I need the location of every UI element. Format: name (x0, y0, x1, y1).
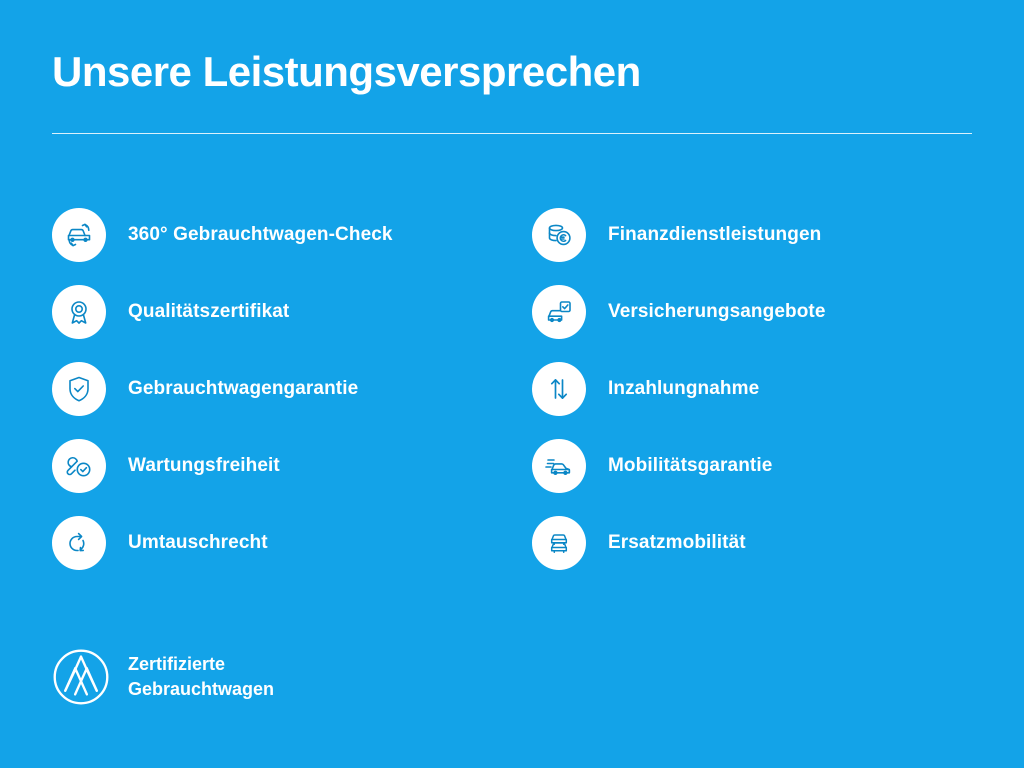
footer-brand (52, 648, 274, 706)
two-cars-icon (532, 516, 586, 570)
benefit-label: 360° Gebrauchtwagen-Check (128, 223, 393, 245)
list-item (532, 196, 972, 273)
exchange-arrows-icon (52, 516, 106, 570)
shield-check-icon (52, 362, 106, 416)
page-title: Unsere Leistungsversprechen (52, 48, 641, 95)
list-item (532, 504, 972, 581)
list-item (52, 504, 512, 581)
benefits-column-right (512, 196, 972, 581)
footer-line-1: Zertifizierte (128, 654, 226, 674)
list-item (532, 350, 972, 427)
benefit-label: Ersatzmobilität (608, 531, 746, 553)
car-insurance-icon (532, 285, 586, 339)
benefit-label: Mobilitätsgarantie (608, 454, 773, 476)
list-item (52, 196, 512, 273)
quality-seal-icon (52, 285, 106, 339)
benefits-columns (52, 196, 972, 581)
benefit-label: Umtauschrecht (128, 531, 268, 553)
up-down-arrows-icon (532, 362, 586, 416)
list-item (532, 427, 972, 504)
benefits-column-left (52, 196, 512, 581)
car-speed-icon (532, 439, 586, 493)
list-item (52, 427, 512, 504)
benefit-label: Versicherungsangebote (608, 300, 826, 322)
benefit-label: Finanzdienstleistungen (608, 223, 822, 245)
benefit-label: Qualitätszertifikat (128, 300, 290, 322)
coins-euro-icon (532, 208, 586, 262)
volkswagen-logo (52, 648, 110, 706)
wrench-check-icon (52, 439, 106, 493)
list-item (532, 273, 972, 350)
benefit-label: Inzahlungnahme (608, 377, 760, 399)
footer-text (128, 652, 274, 702)
benefit-label: Gebrauchtwagengarantie (128, 377, 359, 399)
list-item (52, 273, 512, 350)
list-item (52, 350, 512, 427)
footer-line-2: Gebrauchtwagen (128, 679, 275, 699)
benefit-label: Wartungsfreiheit (128, 454, 280, 476)
title-divider (52, 133, 972, 134)
car-check-icon (52, 208, 106, 262)
